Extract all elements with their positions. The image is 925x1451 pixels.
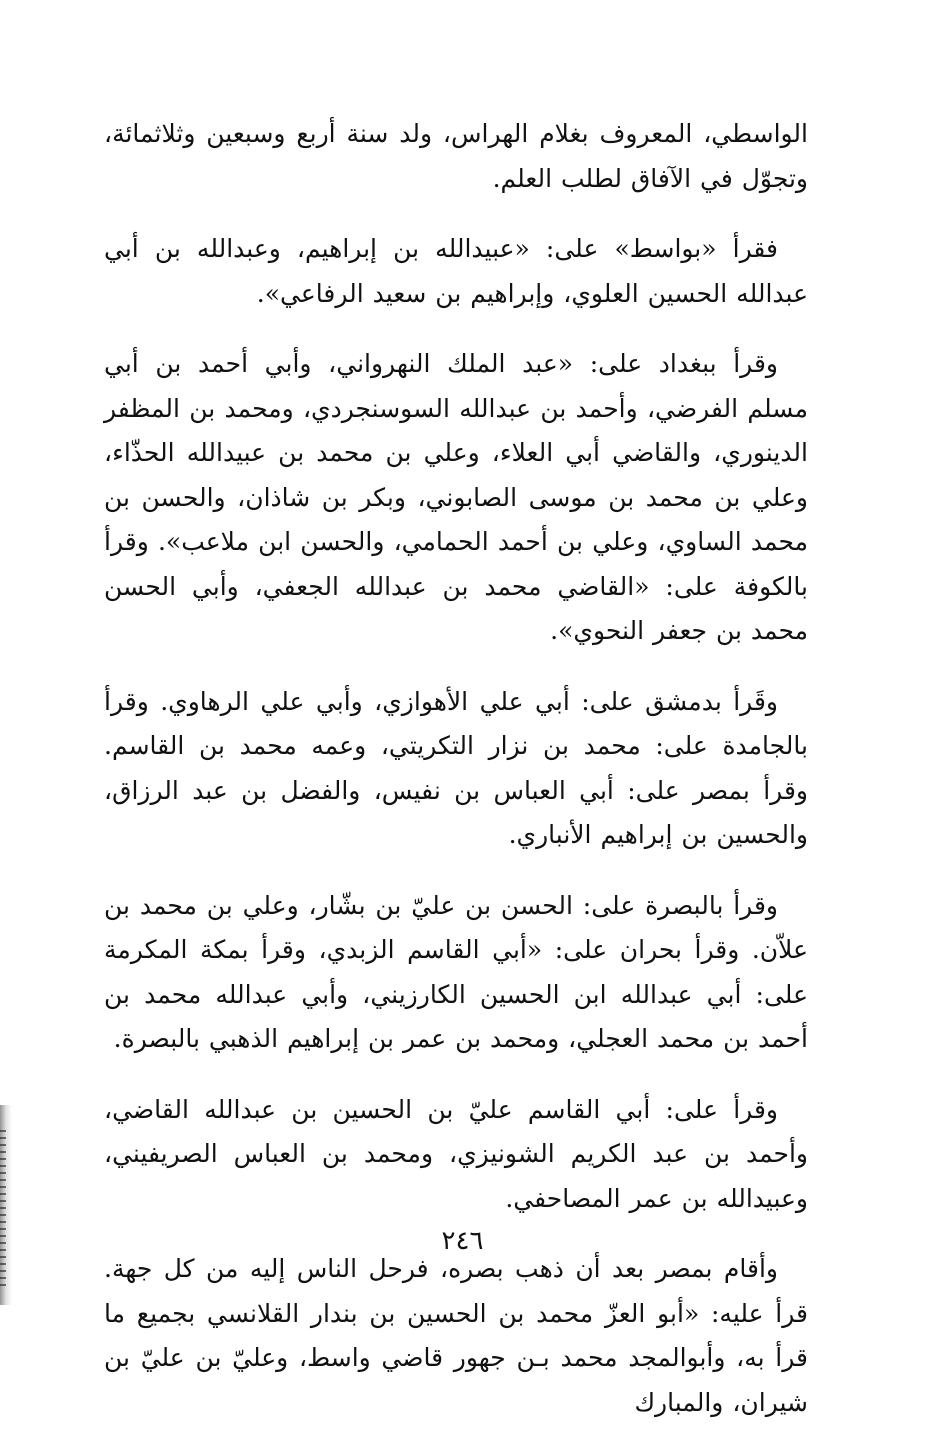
paragraph-2: فقرأ «بواسط» على: «عبيدالله بن إبراهيم، وعبدالله بن أبي عبدالله الحسين العلوي، وإبراهيم بن سعيد الرفاعي».: [104, 234, 808, 308]
paragraph-4: وقَرأ بدمشق على: أبي علي الأهوازي، وأبي علي الرهاوي. وقرأ بالجامدة على: محمد بن نزار التكريتي، وعمه محمد بن القاسم. وقرأ بمصر على: أبي العباس بن نفيس، والفضل بن عبد الرزاق، والحسين بن إبراهيم الأنباري.: [104, 686, 808, 849]
page-number: ٢٤٦: [441, 1226, 484, 1256]
paragraph-1: الواسطي، المعروف بغلام الهراس، ولد سنة أربع وسبعين وثلاثمائة، وتجوّل في الآفاق لطلب العلم.: [104, 119, 808, 193]
paragraph-7: وأقام بمصر بعد أن ذهب بصره، فرحل الناس إليه من كل جهة. قرأ عليه: «أبو العزّ محمد بن الحسين بن بندار القلانسي بجميع ما قرأ به، وأبوالمجد محمد بـن جهور قاضي واسط، وعليّ بن عليّ بن شيران، والمبارك: [104, 1254, 808, 1417]
scan-edge-speckle: [0, 1130, 6, 1290]
paragraph-3: وقرأ ببغداد على: «عبد الملك النهرواني، وأبي أحمد بن أبي مسلم الفرضي، وأحمد بن عبدالله السوسنجردي، ومحمد بن المظفر الدينوري، والقاضي أبي العلاء، وعلي بن محمد بن عبيدالله الحذّاء، وعلي بن محمد بن موسى الصابوني، وبكر بن شاذان، والحسن بن محمد الساوي، وعلي بن أحمد الحمامي، والحسن ابن ملاعب». وقرأ بالكوفة على: «القاضي محمد بن عبدالله الجعفي، وأبي الحسن محمد بن جعفر النحوي».: [104, 349, 808, 645]
paragraph-6: وقرأ على: أبي القاسم عليّ بن الحسين بن عبدالله القاضي، وأحمد بن عبد الكريم الشونيزي، ومحمد بن العباس الصريفيني، وعبيدالله بن عمر المصاحفي.: [104, 1094, 808, 1213]
paragraph-5: وقرأ بالبصرة على: الحسن بن عليّ بن بشّار، وعلي بن محمد بن علاّن. وقرأ بحران على: «أبي القاسم الزبدي، وقرأ بمكة المكرمة على: أبي عبدالله ابن الحسين الكارزيني، وأبي عبدالله محمد بن أحمد بن محمد العجلي، ومحمد بن عمر بن إبراهيم الذهبي بالبصرة.: [104, 890, 808, 1053]
